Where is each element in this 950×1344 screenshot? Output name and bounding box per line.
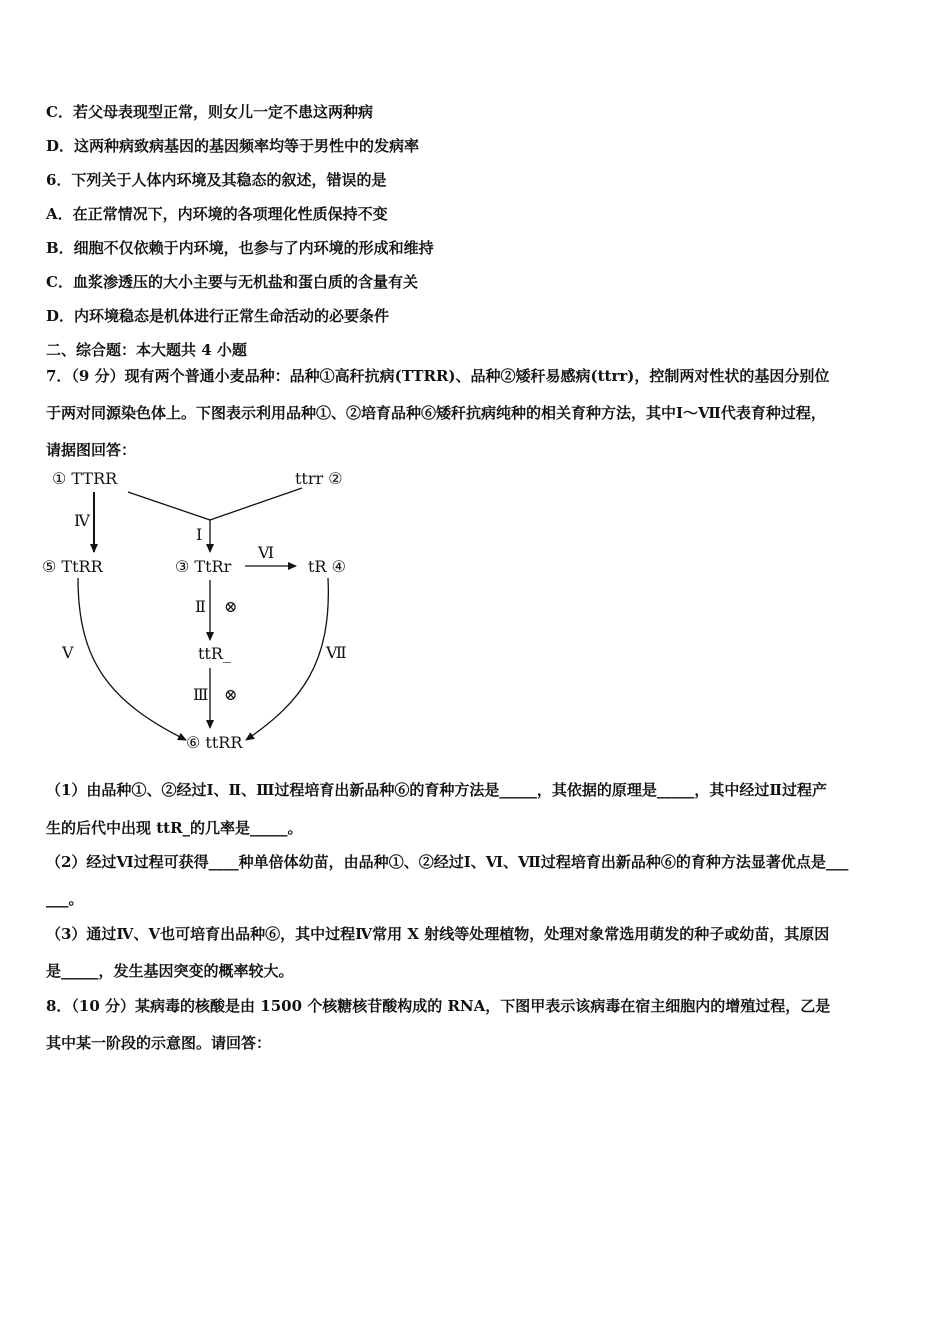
line-c-option: C．若父母表现型正常，则女儿一定不患这两种病: [46, 103, 373, 121]
q6-option-c: C．血浆渗透压的大小主要与无机盐和蛋白质的含量有关: [46, 273, 418, 291]
selfing-symbol-1: ⊗: [224, 597, 238, 616]
question-7-line3: 请据图回答：: [46, 441, 137, 459]
q6-option-d: D．内环境稳态是机体进行正常生命活动的必要条件: [46, 307, 390, 325]
selfing-symbol-2: ⊗: [224, 685, 238, 704]
line-d-option: D．这两种病致病基因的基因频率均等于男性中的发病率: [46, 137, 420, 155]
label-v: Ⅴ: [62, 643, 74, 662]
node-5-ttrr: ⑤ TtRR: [42, 557, 103, 576]
label-vi: Ⅵ: [258, 543, 275, 562]
question-8-line1: 8．（10 分）某病毒的核酸是由 1500 个核糖核苷酸构成的 RNA，下图甲表示该病毒在宿主细胞内的增殖过程，乙是: [46, 997, 831, 1015]
breeding-diagram: [40, 462, 370, 762]
label-vii: Ⅶ: [326, 643, 347, 662]
q6-option-a: A．在正常情况下，内环境的各项理化性质保持不变: [46, 205, 388, 223]
sub-question-2-line2: ___。: [46, 890, 84, 908]
label-ii: Ⅱ: [195, 597, 206, 616]
sub-question-3-line2: 是_____，发生基因突变的概率较大。: [46, 962, 294, 980]
sub-question-3-line1: （3）通过Ⅳ、Ⅴ也可培育出品种⑥，其中过程Ⅳ常用 X 射线等处理植物，处理对象常选用萌发的种子或幼苗，其原因: [46, 925, 830, 943]
node-1-ttrr: ① TTRR: [52, 469, 118, 488]
question-8-line2: 其中某一阶段的示意图。请回答：: [46, 1034, 272, 1052]
question-7-line2: 于两对同源染色体上。下图表示利用品种①、②培育品种⑥矮秆抗病纯种的相关育种方法，其中Ⅰ～Ⅶ代表育种过程，: [46, 404, 826, 422]
cross-lines: [128, 488, 302, 552]
arrow-v: [78, 578, 186, 740]
sub-question-1-line2: 生的后代中出现 ttR_的几率是_____。: [46, 819, 303, 837]
arrow-vii: [246, 578, 328, 740]
sub-question-2-line1: （2）经过Ⅵ过程可获得____种单倍体幼苗，由品种①、②经过Ⅰ、Ⅵ、Ⅶ过程培育出新品种⑥的育种方法显著优点是___: [46, 853, 849, 871]
label-iv: Ⅳ: [74, 511, 90, 530]
node-3-ttrr: ③ TtRr: [175, 557, 232, 576]
node-6-ttrr: ⑥ ttRR: [186, 733, 243, 752]
question-6: 6．下列关于人体内环境及其稳态的叙述，错误的是: [46, 171, 387, 189]
label-iii: Ⅲ: [193, 685, 209, 704]
node-ttr: ttR_: [198, 644, 231, 663]
sub-question-1-line1: （1）由品种①、②经过Ⅰ、Ⅱ、Ⅲ过程培育出新品种⑥的育种方法是_____，其依据的原理是_____，其中经过Ⅱ过程产: [46, 781, 828, 799]
node-4-tr: tR ④: [308, 557, 346, 576]
node-2-ttrr: ttrr ②: [295, 469, 343, 488]
question-7-line1: 7．（9 分）现有两个普通小麦品种：品种①高秆抗病(TTRR)、品种②矮秆易感病(ttrr)，控制两对性状的基因分别位: [46, 367, 830, 385]
section-heading: 二、综合题：本大题共 4 小题: [46, 341, 247, 359]
q6-option-b: B．细胞不仅依赖于内环境，也参与了内环境的形成和维持: [46, 239, 434, 257]
label-i: Ⅰ: [196, 525, 203, 544]
